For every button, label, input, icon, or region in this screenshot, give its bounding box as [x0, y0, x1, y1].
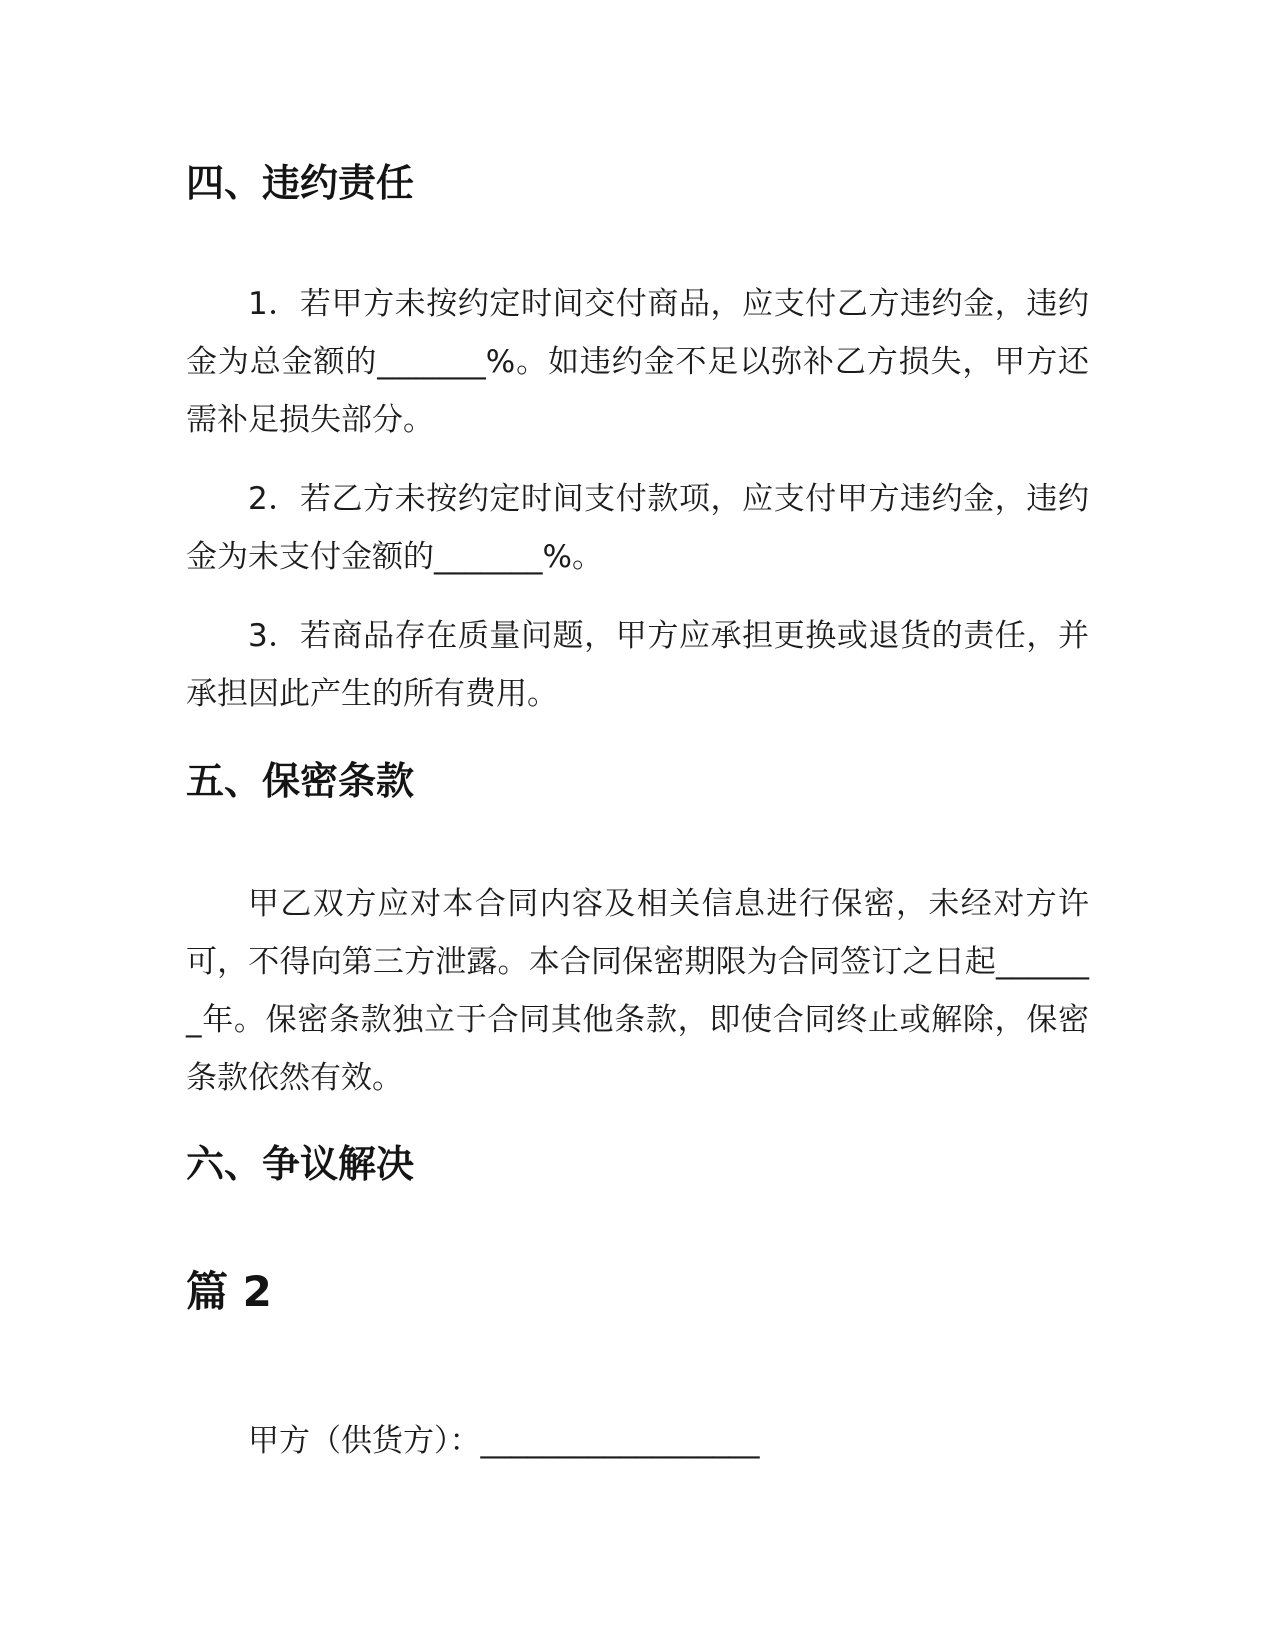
breach-clause-1: 1．若甲方未按约定时间交付商品，应支付乙方违约金，违约金为总金额的_______%。如违约金不足以弥补乙方损失，甲方还需补足损失部分。	[186, 286, 1089, 438]
breach-clause-2: 2．若乙方未按约定时间支付款项，应支付甲方违约金，违约金为未支付金额的_______%。	[186, 481, 1089, 575]
section-heading-confidentiality: 五、保密条款	[186, 759, 415, 803]
section-heading-dispute-resolution: 六、争议解决	[186, 1142, 415, 1186]
party-a-supplier-line: 甲方（供货方）：__________________	[248, 1423, 760, 1459]
breach-clause-3: 3．若商品存在质量问题，甲方应承担更换或退货的责任，并承担因此产生的所有费用。	[186, 618, 1089, 712]
part-2-heading: 篇 2	[186, 1267, 272, 1316]
confidentiality-clause: 甲乙双方应对本合同内容及相关信息进行保密，未经对方许可，不得向第三方泄露。本合同保密期限为合同签订之日起_______年。保密条款独立于合同其他条款，即使合同终止或解除，保密条款依然有效。	[186, 886, 1089, 1096]
section-heading-breach-liability: 四、违约责任	[186, 161, 415, 205]
